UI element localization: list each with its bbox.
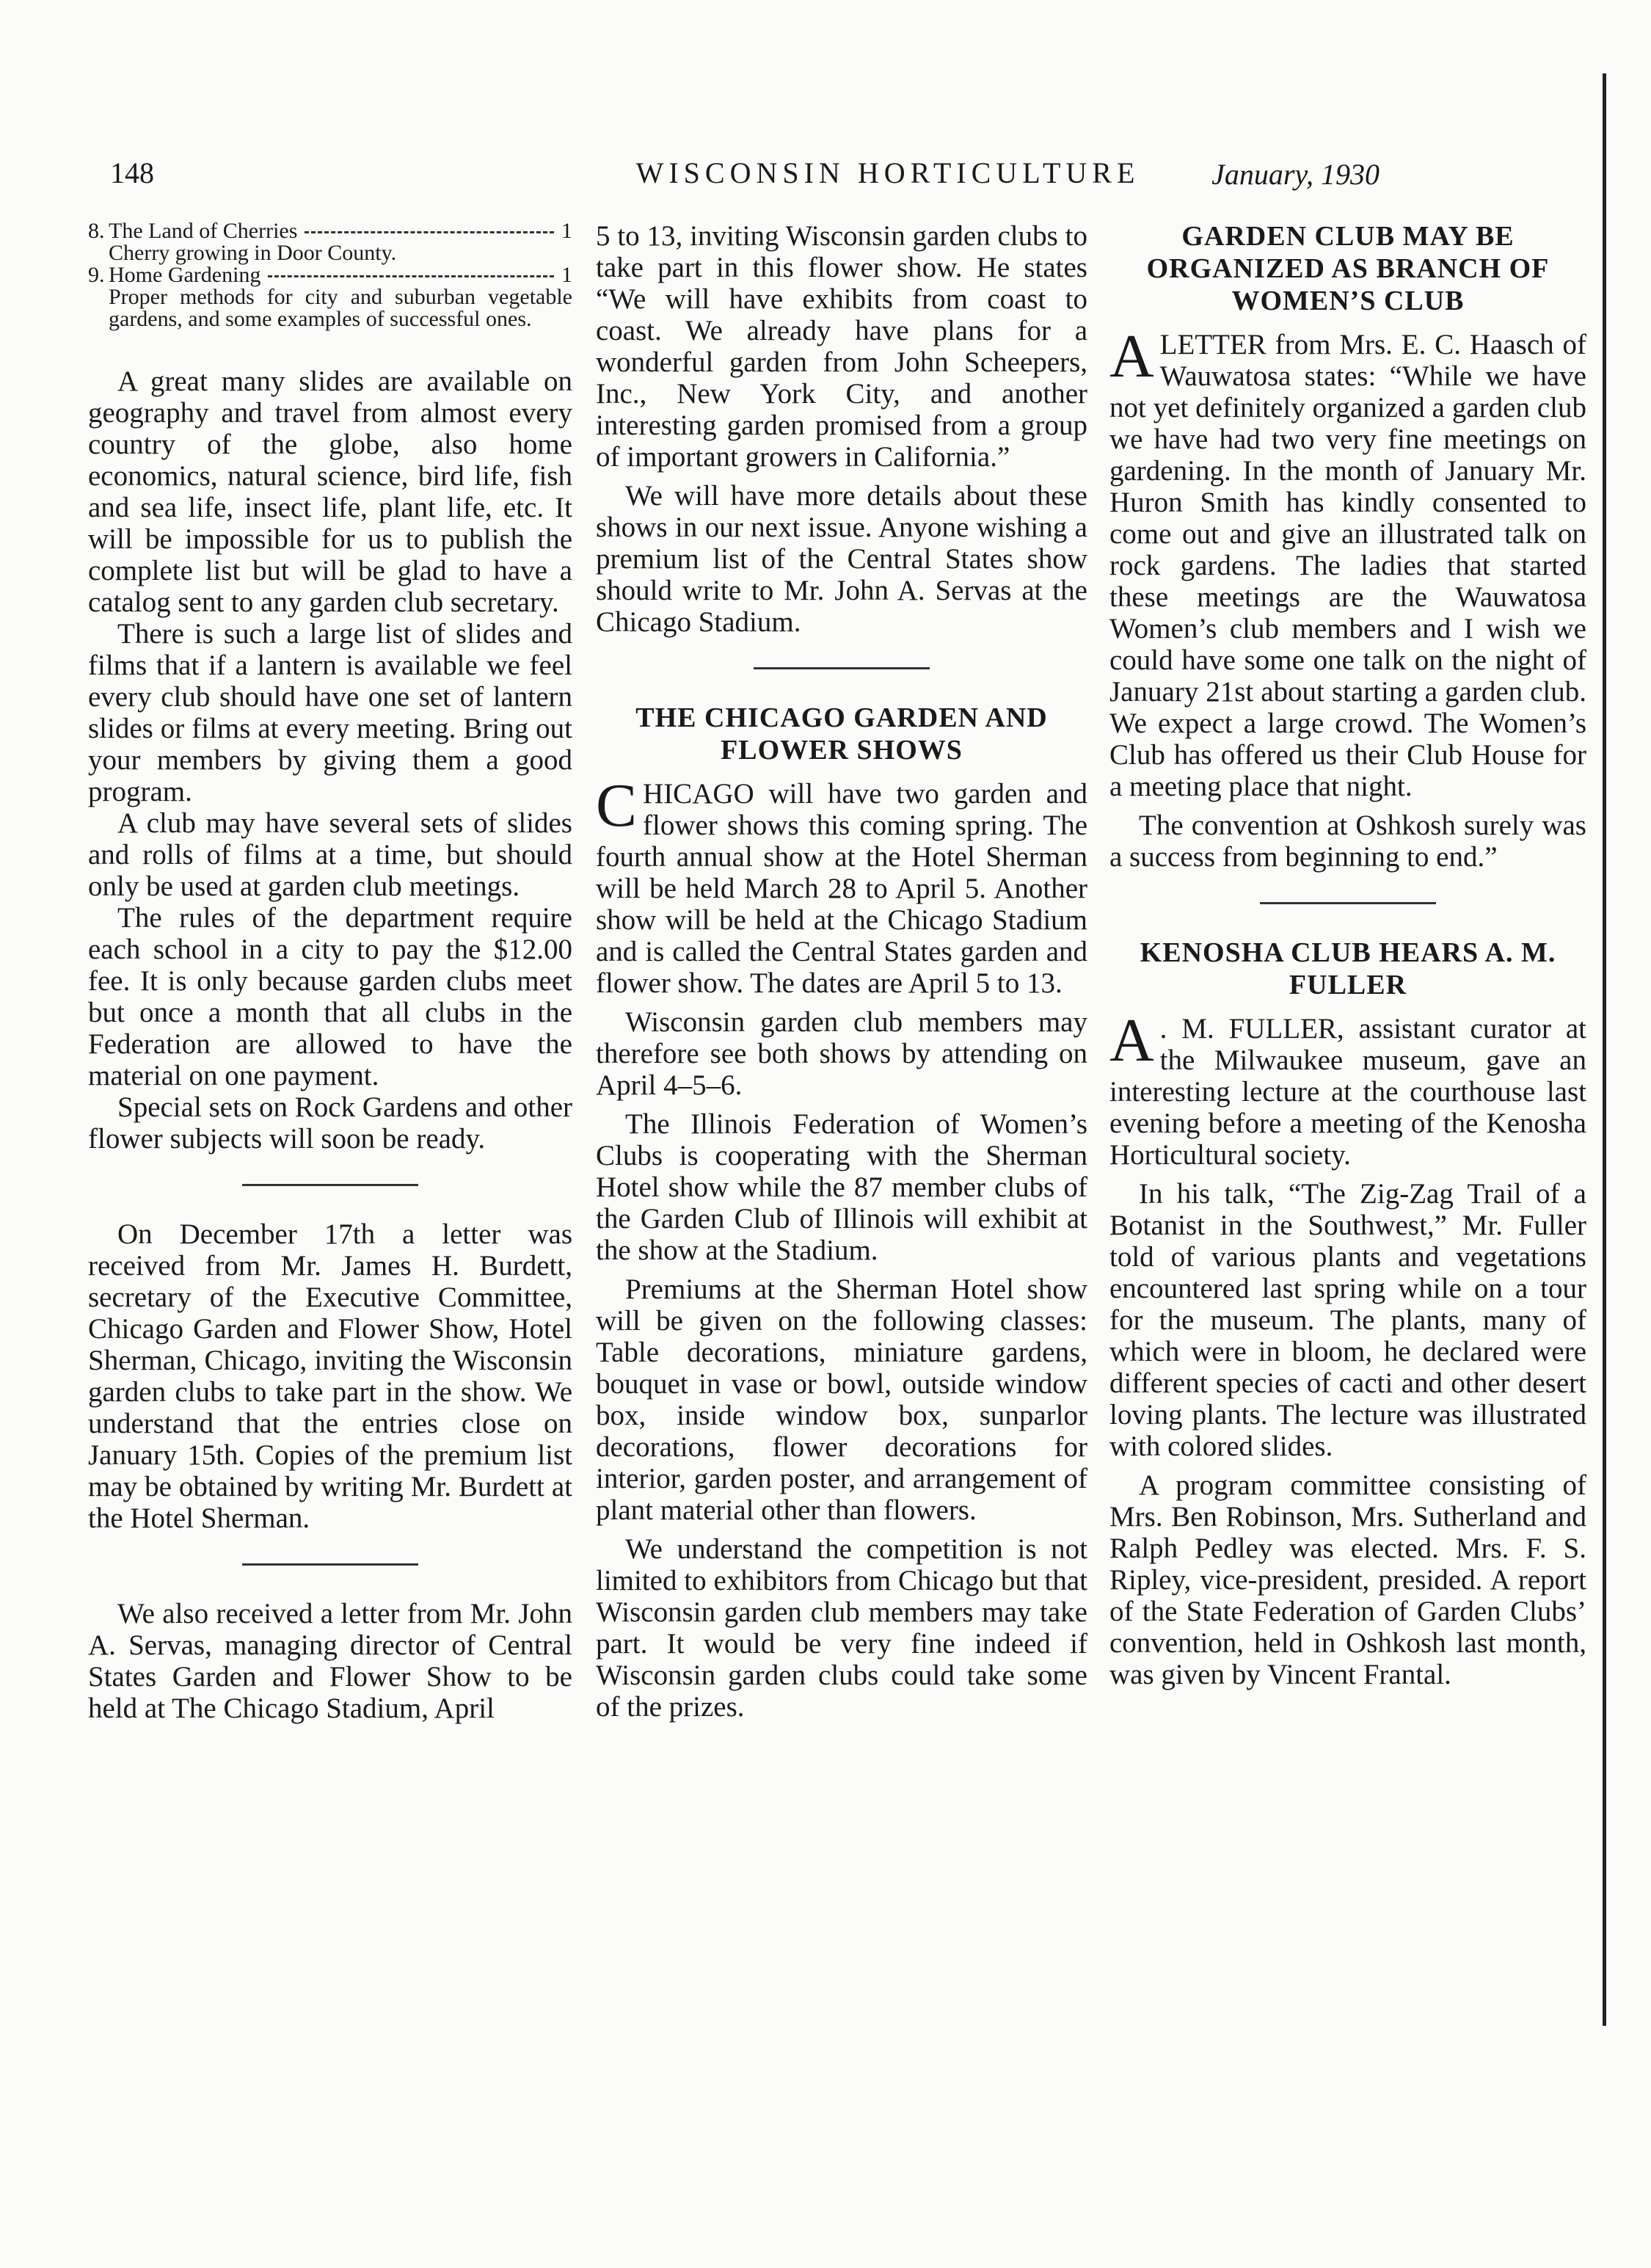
paragraph — [1109, 1006, 1586, 1171]
paragraph-text: . M. FULLER, assistant curator at the Milwaukee museum, gave an interesting lecture at the courthouse last evening before a meeting of the Kenosha Horticultural society. — [1109, 1013, 1586, 1171]
list-item-title: Home Gardening — [109, 263, 261, 287]
paragraph: In his talk, “The Zig-Zag Trail of a Botanist in the Southwest,” Mr. Fuller told of various plants and vegetations encountered last spring while on a tour for the museum. The plants, many of which were in bloom, he declared were different species of cacti and other desert loving plants. The lecture was illustrated with colored slides. — [1109, 1178, 1586, 1462]
section-divider — [242, 1184, 418, 1186]
paragraph: A great many slides are available on geography and travel from almost every country of the globe, also home economics, natural science, bird life, fish and sea life, insect life, plant life, etc. It will be impossible for us to publish the complete list but will be glad to have a catalog sent to any garden club secretary. — [88, 366, 572, 618]
paragraph: Wisconsin garden club members may therefore see both shows by attending on April 4–5–6. — [596, 1006, 1087, 1101]
issue-date: January, 1930 — [1211, 158, 1380, 191]
list-item-description: Proper methods for city and suburban vegetable gardens, and some examples of successful ones. — [109, 285, 572, 331]
section-divider — [242, 1563, 418, 1566]
paragraph: On December 17th a letter was received from Mr. James H. Burdett, secretary of the Executive Committee, Chicago Garden and Flower Show, Hotel Sherman, Chicago, inviting the Wisconsin garden clubs to take part in the show. We understand that the entries close on January 15th. Copies of the premium list may be obtained by writing Mr. Burdett at the Hotel Sherman. — [88, 1218, 572, 1534]
slides-list — [88, 220, 572, 330]
paragraph: The Illinois Federation of Women’s Clubs is cooperating with the Sherman Hotel show while the 87 member clubs of the Garden Club of Illinois will exhibit at the show at the Stadium. — [596, 1108, 1087, 1266]
drop-cap: A — [1109, 322, 1154, 390]
page-edge-rule — [1603, 73, 1606, 2026]
paragraph-text: HICAGO will have two garden and flower shows this coming spring. The fourth annual show at the Hotel Sherman will be held March 28 to April 5. Another show will be held at the Chicago Stadium and is called the Central States garden and flower show. The dates are April 5 to 13. — [596, 778, 1087, 999]
column-2 — [596, 220, 1087, 1723]
paragraph — [1109, 322, 1586, 802]
paragraph: We understand the competition is not limited to exhibitors from Chicago but that Wisconsin garden club members may take part. It would be very fine indeed if Wisconsin garden clubs could take some of the prizes. — [596, 1533, 1087, 1723]
paragraph: A program committee consisting of Mrs. Ben Robinson, Mrs. Sutherland and Ralph Pedley was elected. Mrs. F. S. Ripley, vice-president, presided. A report of the State Federation of Garden Clubs’ convention, held in Oshkosh last month, was given by Vincent Frantal. — [1109, 1469, 1586, 1690]
list-item-description: Cherry growing in Door County. — [109, 241, 397, 265]
paragraph: Premiums at the Sherman Hotel show will be given on the following classes: Table decorations, miniature gardens, bouquet in vase or bowl, outside window box, inside window box, sunparlor decorations, flower decorations for interior, garden poster, and arrangement of plant material other than flowers. — [596, 1273, 1087, 1526]
paragraph: There is such a large list of slides and films that if a lantern is available we feel every club should have one set of lantern slides or films at every meeting. Bring out your members by giving them a good program. — [88, 618, 572, 807]
list-item — [88, 220, 572, 264]
article-heading: GARDEN CLUB MAY BE ORGANIZED AS BRANCH OF WOMEN’S CLUB — [1146, 221, 1550, 316]
drop-cap: C — [596, 771, 638, 840]
paragraph: Special sets on Rock Gardens and other flower subjects will soon be ready. — [88, 1091, 572, 1155]
section-divider — [754, 667, 930, 669]
paragraph — [596, 771, 1087, 999]
list-item-title: The Land of Cherries — [109, 219, 298, 243]
paragraph: The convention at Oshkosh surely was a success from beginning to end.” — [1109, 810, 1586, 873]
dot-leader — [268, 275, 554, 277]
column-3 — [1109, 220, 1586, 1690]
list-item-number: 9. — [88, 263, 105, 287]
list-item-count: 1 — [561, 263, 572, 287]
column-1 — [88, 220, 572, 1724]
paragraph: We also received a letter from Mr. John A. Servas, managing director of Central States Garden and Flower Show to be held at The Chicago Stadium, April — [88, 1598, 572, 1724]
page-header — [110, 156, 1380, 200]
list-item-count: 1 — [561, 219, 572, 243]
list-item-number: 8. — [88, 219, 105, 243]
paragraph-text: LETTER from Mrs. E. C. Haasch of Wauwatosa states: “While we have not yet definitely organized a garden club we have had two very fine meetings on gardening. In the month of January Mr. Huron Smith has kindly consented to come out and give an illustrated talk on rock gardens. The ladies that started these meetings are the Wauwatosa Women’s club members and I wish we could have some one talk on the night of January 21st about starting a garden club. We expect a large crowd. The Women’s Club has offered us their Club House for a meeting place that night. — [1109, 329, 1586, 802]
dot-leader — [305, 231, 554, 233]
list-item — [88, 264, 572, 330]
article-heading: KENOSHA CLUB HEARS A. M. FULLER — [1140, 937, 1556, 1000]
drop-cap: A — [1109, 1006, 1154, 1075]
paragraph: A club may have several sets of slides and rolls of films at a time, but should only be used at garden club meetings. — [88, 807, 572, 902]
section-divider — [1260, 902, 1436, 904]
paragraph: 5 to 13, inviting Wisconsin garden clubs to take part in this flower show. He states “We will have exhibits from coast to coast. We already have plans for a wonderful garden from John Scheepers, Inc., New York City, and another interesting garden promised from a group of important growers in California.” — [596, 220, 1087, 473]
article-heading: THE CHICAGO GARDEN AND FLOWER SHOWS — [635, 702, 1048, 766]
paragraph: We will have more details about these shows in our next issue. Anyone wishing a premium list of the Central States show should write to Mr. John A. Servas at the Chicago Stadium. — [596, 480, 1087, 638]
page-number: 148 — [110, 156, 154, 189]
paragraph: The rules of the department require each school in a city to pay the $12.00 fee. It is only because garden clubs meet but once a month that all clubs in the Federation are allowed to have the material on one payment. — [88, 902, 572, 1091]
journal-title: WISCONSIN HORTICULTURE — [635, 156, 1140, 189]
